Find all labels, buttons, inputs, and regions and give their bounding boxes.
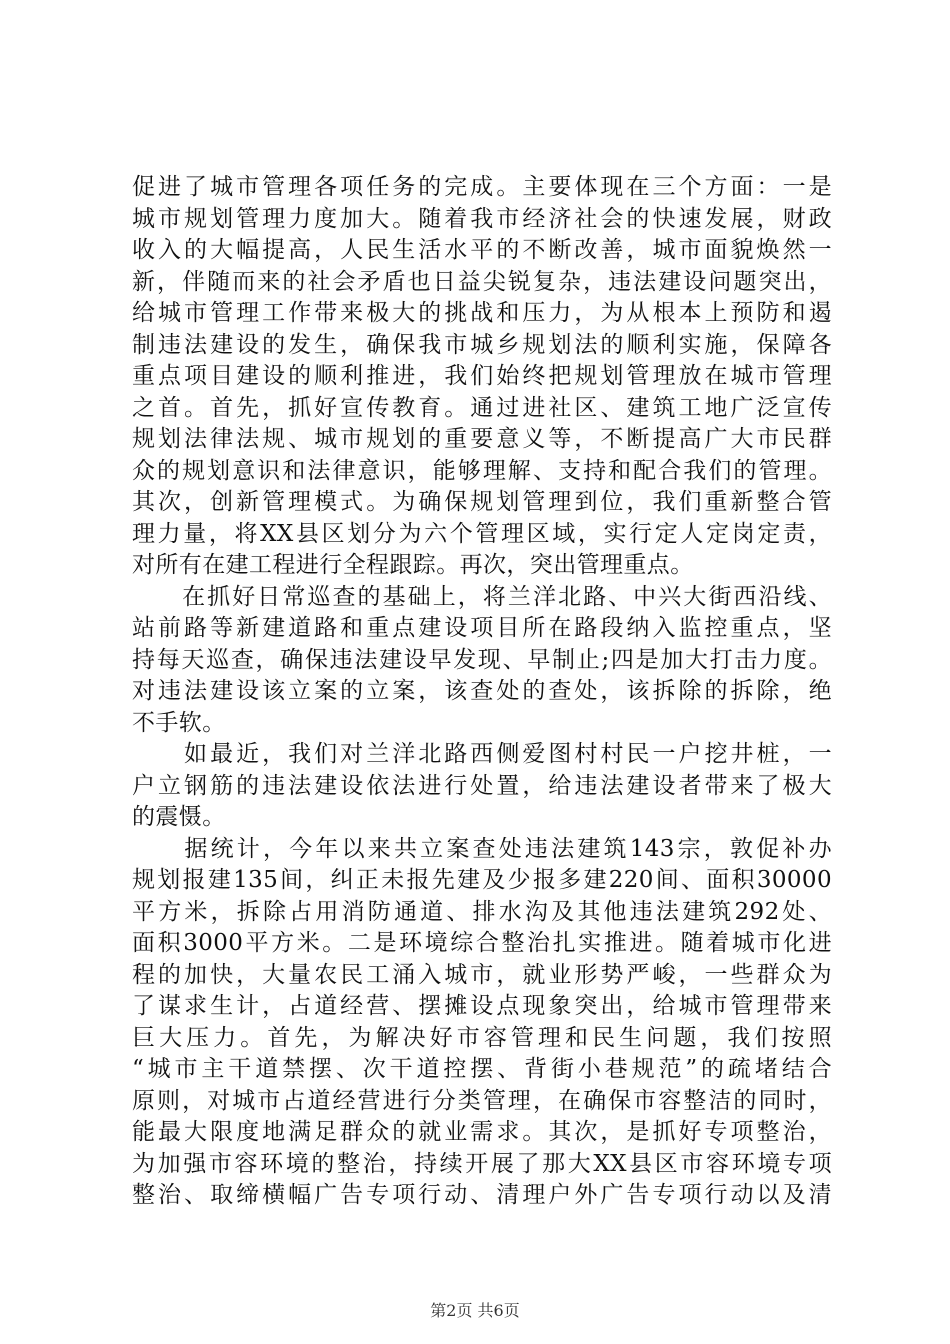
text-line: 程的加快，大量农民工涌入城市，就业形势严峻，一些群众为 [132,961,832,988]
text-line: 面积3000平方米。二是环境综合整治扎实推进。随着城市化进 [132,930,832,956]
text-line: 规划报建135间，纠正未报先建及少报多建220间、面积30000 [132,867,832,893]
text-line: 不手软。 [132,709,226,736]
text-line: 收入的大幅提高，人民生活水平的不断改善，城市面貌焕然一 [132,237,832,263]
text-line: 据统计，今年以来共立案查处违法建筑143宗，敦促补办 [132,835,832,862]
text-line: 原则，对城市占道经营进行分类管理，在确保市容整洁的同时， [132,1087,832,1114]
page-footer: 第2页 共6页 [430,1301,520,1320]
text-line: 促进了城市管理各项任务的完成。主要体现在三个方面：一是 [132,174,832,200]
text-line: 平方米，拆除占用消防通道、排水沟及其他违法建筑292处、 [132,898,832,925]
text-line: 户立钢筋的违法建设依法进行处置，给违法建设者带来了极大 [132,772,832,799]
text-line: 对违法建设该立案的立案，该查处的查处，该拆除的拆除，绝 [132,678,832,704]
text-line: 给城市管理工作带来极大的挑战和压力，为从根本上预防和遏 [132,300,832,326]
text-line: 如最近，我们对兰洋北路西侧爱图村村民一户挖井桩，一 [132,741,832,767]
text-line: 了谋求生计，占道经营、摆摊设点现象突出，给城市管理带来 [132,993,832,1019]
text-line: 为加强市容环境的整治，持续开展了那大XX县区市容环境专项 [132,1150,832,1177]
text-line: 重点项目建设的顺利推进，我们始终把规划管理放在城市管理 [132,363,832,389]
text-line: 规划法律法规、城市规划的重要意义等，不断提高广大市民群 [132,426,832,452]
text-line: 整治、取缔横幅广告专项行动、清理户外广告专项行动以及清 [132,1182,832,1208]
text-line: 站前路等新建道路和重点建设项目所在路段纳入监控重点，坚 [132,615,832,641]
text-line: 城市规划管理力度加大。随着我市经济社会的快速发展，财政 [132,205,832,232]
text-line: “城市主干道禁摆、次干道控摆、背街小巷规范”的疏堵结合 [132,1056,832,1082]
text-line: 巨大压力。首先，为解决好市容管理和民生问题，我们按照 [132,1024,832,1051]
text-line: 制违法建设的发生，确保我市城乡规划法的顺利实施，保障各 [132,331,832,358]
text-line: 的震慑。 [132,804,226,830]
text-line: 新，伴随而来的社会矛盾也日益尖锐复杂，违法建设问题突出， [132,268,832,295]
text-line: 持每天巡查，确保违法建设早发现、早制止;四是加大打击力度。 [132,646,832,673]
text-line: 能最大限度地满足群众的就业需求。其次，是抓好专项整治， [132,1119,832,1145]
text-line: 理力量，将XX县区划分为六个管理区域，实行定人定岗定责， [132,520,832,547]
text-line: 众的规划意识和法律意识，能够理解、支持和配合我们的管理。 [132,457,832,484]
text-line: 其次，创新管理模式。为确保规划管理到位，我们重新整合管 [132,489,832,515]
text-line: 之首。首先，抓好宣传教育。通过进社区、建筑工地广泛宣传 [132,394,832,421]
document-body [132,172,832,1212]
text-line: 对所有在建工程进行全程跟踪。再次，突出管理重点。 [132,552,694,578]
text-line: 在抓好日常巡查的基础上，将兰洋北路、中兴大街西沿线、 [132,583,832,610]
